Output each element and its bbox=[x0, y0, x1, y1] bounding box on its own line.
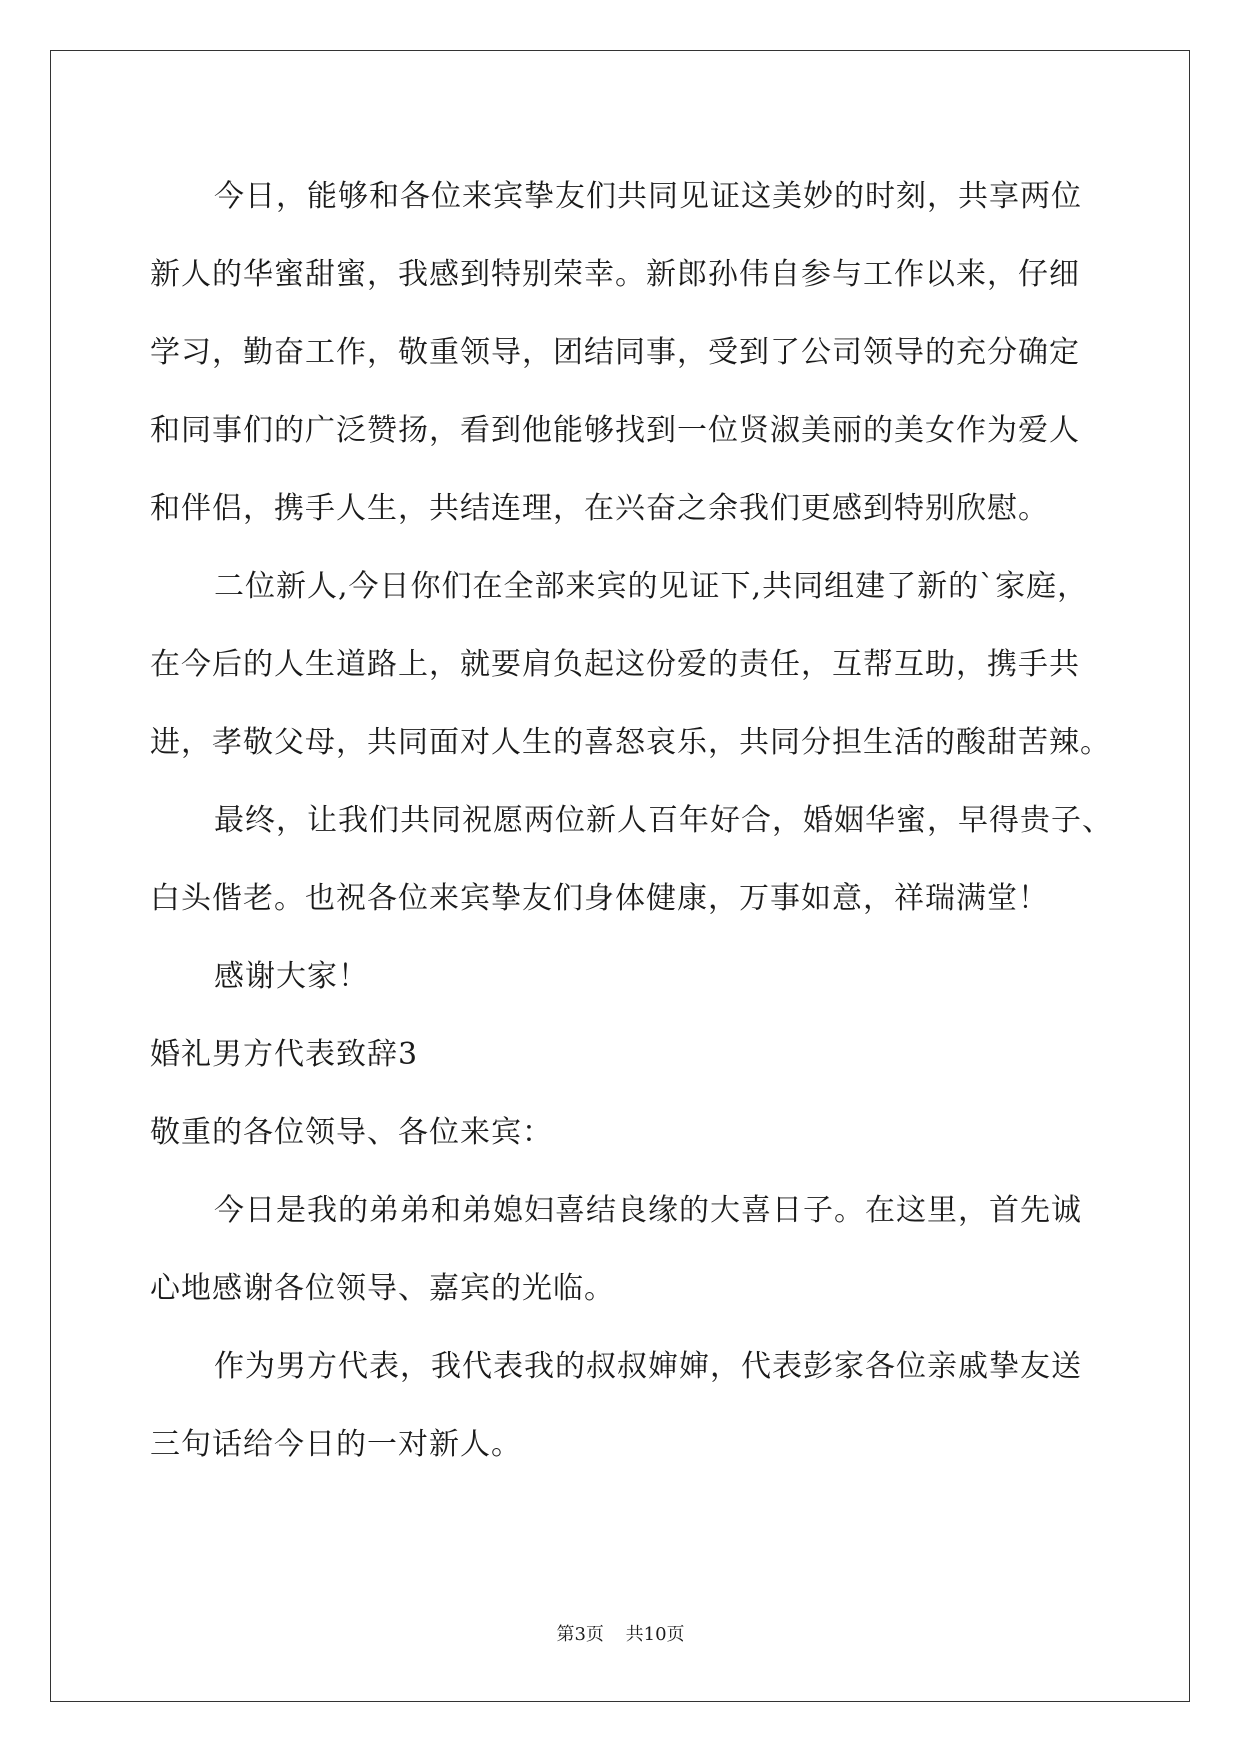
text-line: 和同事们的广泛赞扬，看到他能够找到一位贤淑美丽的美女作为爱人 bbox=[150, 413, 1080, 448]
text-line: 新人的华蜜甜蜜，我感到特别荣幸。新郎孙伟自参与工作以来，仔细 bbox=[150, 257, 1080, 292]
document-body bbox=[150, 158, 1113, 1484]
salutation: 敬重的各位领导、各位来宾： bbox=[150, 1115, 553, 1150]
text-line: 感谢大家！ bbox=[214, 959, 369, 994]
paragraph-1 bbox=[150, 158, 1090, 548]
paragraph-5 bbox=[150, 1172, 1090, 1328]
paragraph-6 bbox=[150, 1328, 1090, 1484]
text-line: 三句话给今日的一对新人。 bbox=[150, 1427, 522, 1462]
text-line: 今日，能够和各位来宾挚友们共同见证这美妙的时刻，共享两位 bbox=[214, 179, 1082, 214]
paragraph-3 bbox=[150, 782, 1113, 938]
text-line: 心地感谢各位领导、嘉宾的光临。 bbox=[150, 1271, 615, 1306]
paragraph-2 bbox=[150, 548, 1111, 782]
text-line: 和伴侣，携手人生，共结连理，在兴奋之余我们更感到特别欣慰。 bbox=[150, 491, 1049, 526]
text-line: 白头偕老。也祝各位来宾挚友们身体健康，万事如意，祥瑞满堂！ bbox=[150, 881, 1049, 916]
text-line: 二位新人,今日你们在全部来宾的见证下,共同组建了新的`家庭， bbox=[214, 569, 1089, 604]
text-line: 学习，勤奋工作，敬重领导，团结同事，受到了公司领导的充分确定 bbox=[150, 335, 1080, 370]
text-line: 在今后的人生道路上，就要肩负起这份爱的责任，互帮互助，携手共 bbox=[150, 647, 1080, 682]
paragraph-4 bbox=[150, 938, 1090, 1016]
text-line: 进，孝敬父母，共同面对人生的喜怒哀乐，共同分担生活的酸甜苦辣。 bbox=[150, 725, 1111, 760]
text-line: 最终，让我们共同祝愿两位新人百年好合，婚姻华蜜，早得贵子、 bbox=[214, 803, 1113, 838]
page-number: 第3页 bbox=[556, 1624, 604, 1645]
text-line: 今日是我的弟弟和弟媳妇喜结良缘的大喜日子。在这里，首先诚 bbox=[214, 1193, 1082, 1228]
text-line: 作为男方代表，我代表我的叔叔婶婶，代表彭家各位亲戚挚友送 bbox=[214, 1349, 1082, 1384]
page-total: 共10页 bbox=[625, 1624, 685, 1645]
page-footer bbox=[0, 1620, 1241, 1646]
section-heading: 婚礼男方代表致辞3 bbox=[150, 1037, 419, 1072]
